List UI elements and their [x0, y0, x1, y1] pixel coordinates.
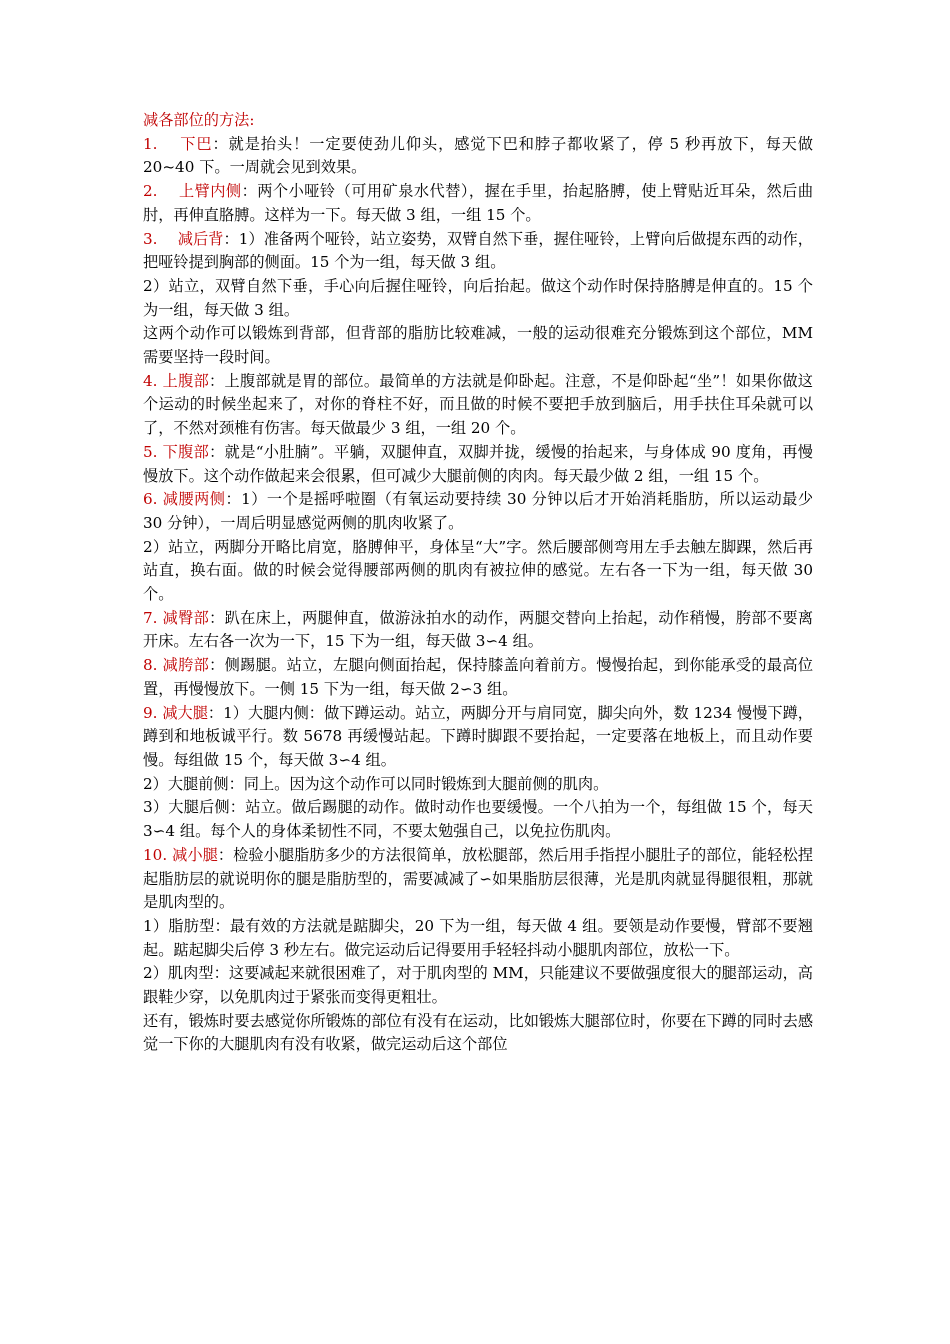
paragraph [143, 702, 813, 773]
item-heading: 减胯部 [162, 656, 210, 675]
paragraph-text: ：1）大腿内侧：做下蹲运动。站立，两脚分开与肩同宽，脚尖向外，数 1234 慢慢下蹲，蹲到和地板诚平行。数 5678 再缓慢站起。下蹲时脚跟不要抬起，一定要落在地板上，而且动作要慢。每组做 15 个，每天做 3∽4 组。 [143, 703, 813, 769]
paragraph [143, 773, 813, 797]
item-heading: 上腹部 [162, 371, 210, 390]
paragraph [143, 654, 813, 701]
paragraph [143, 441, 813, 488]
paragraph-text: 2）肌肉型：这要减起来就很困难了，对于肌肉型的 MM，只能建议不要做强度很大的腿部运动，高跟鞋少穿，以免肌肉过于紧张而变得更粗壮。 [143, 964, 813, 1007]
item-heading: 减后背 [177, 229, 224, 248]
item-number: 4. [143, 371, 163, 390]
item-number: 6. [143, 490, 163, 509]
paragraph [143, 796, 813, 843]
document-page [143, 109, 813, 1057]
item-heading: 下腹部 [162, 442, 210, 461]
item-number: 7. [143, 608, 163, 627]
paragraph-text: ：1）一个是摇呼啦圈（有氧运动要持续 30 分钟以后才开始消耗脂肪，所以运动最少 30 分钟），一周后明显感觉两侧的肌肉收紧了。 [143, 490, 814, 532]
paragraph-text: ：就是“小肚腩”。平躺，双腿伸直，双脚并拢，缓慢的抬起来，与身体成 90 度角，再慢慢放下。这个动作做起来会很累，但可减少大腿前侧的肉肉。每天最少做 2 组，一组 15 个。 [143, 442, 813, 485]
paragraph-text: 2）站立，两脚分开略比肩宽，胳膊伸平，身体呈“大”字。然后腰部侧弯用左手去触左脚踝，然后再站直，换右面。做的时候会觉得腰部两侧的肌肉有被拉伸的感觉。左右各一下为一组，每天做 30 个。 [143, 537, 813, 604]
paragraph [143, 180, 813, 227]
paragraph-text: ：趴在床上，两腿伸直，做游泳拍水的动作，两腿交替向上抬起，动作稍慢，胯部不要离开床。左右各一次为一下，15 下为一组，每天做 3∽4 组。 [143, 608, 813, 651]
paragraph-text: ：两个小哑铃（可用矿泉水代替），握在手里，抬起胳膊，使上臂贴近耳朵，然后曲肘，再伸直胳膊。这样为一下。每天做 3 组，一组 15 个。 [143, 182, 814, 224]
paragraph-text: 2）大腿前侧：同上。因为这个动作可以同时锻炼到大腿前侧的肌肉。 [143, 774, 609, 793]
item-number: 10. [143, 845, 173, 864]
document-title: 减各部位的方法: [143, 111, 255, 129]
paragraph [143, 1010, 813, 1057]
paragraph-text: ：检验小腿脂肪多少的方法很简单，放松腿部，然后用手指捏小腿肚子的部位，能轻松捏起脂肪层的就说明你的腿是脂肪型的，需要减减了∽如果脂肪层很薄，光是肌肉就显得腿很粗，那就是肌肉型的。 [143, 845, 814, 912]
paragraph-text: ：侧踢腿。站立，左腿向侧面抬起，保持膝盖向着前方。慢慢抬起，到你能承受的最高位置，再慢慢放下。一侧 15 下为一组，每天做 2∽3 组。 [143, 656, 813, 698]
paragraph-text: 1）脂肪型：最有效的方法就是踮脚尖，20 下为一组，每天做 4 组。要领是动作要慢，臂部不要翘起。踮起脚尖后停 3 秒左右。做完运动后记得要用手轻轻抖动小腿肌肉部位，放松一下。 [143, 916, 813, 959]
item-heading: 上臂内侧 [178, 182, 242, 201]
item-heading: 减臀部 [162, 608, 210, 627]
item-heading: 下巴 [180, 134, 213, 153]
paragraph-text: ：上腹部就是胃的部位。最简单的方法就是仰卧起。注意，不是仰卧起“坐”！如果你做这个运动的时候坐起来了，对你的脊柱不好，而且做的时候不要把手放到脑后，用手扶住耳朵就可以了，不然对颈椎有伤害。每天做最少 3 组，一组 20 个。 [143, 371, 813, 438]
item-number: 3. [143, 229, 178, 248]
paragraph [143, 915, 813, 962]
item-heading: 减小腿 [172, 845, 218, 864]
paragraph [143, 275, 813, 322]
item-number: 5. [143, 442, 163, 461]
paragraph-text: 2）站立，双臂自然下垂，手心向后握住哑铃，向后抬起。做这个动作时保持胳膊是伸直的。15 个为一组，每天做 3 组。 [143, 276, 813, 319]
item-heading: 减腰两侧 [162, 490, 226, 509]
item-number: 1. [143, 134, 181, 153]
paragraph [143, 607, 813, 654]
paragraph-text: 这两个动作可以锻炼到背部，但背部的脂肪比较难减，一般的运动很难充分锻炼到这个部位，MM 需要坚持一段时间。 [143, 324, 813, 367]
paragraph-text: ：1）准备两个哑铃，站立姿势，双臂自然下垂，握住哑铃，上臂向后做提东西的动作，把哑铃提到胸部的侧面。15 个为一组，每天做 3 组。 [143, 229, 813, 272]
paragraph-list [143, 133, 813, 1057]
item-heading: 减大腿 [162, 703, 208, 722]
item-number: 2. [143, 182, 179, 201]
paragraph [143, 488, 813, 535]
paragraph [143, 228, 813, 275]
paragraph-text: 3）大腿后侧：站立。做后踢腿的动作。做时动作也要缓慢。一个八拍为一个，每组做 15 个，每天 3∽4 组。每个人的身体柔韧性不同，不要太勉强自己，以免拉伤肌肉。 [143, 798, 813, 841]
paragraph [143, 536, 813, 607]
paragraph [143, 322, 813, 369]
paragraph [143, 962, 813, 1009]
paragraph [143, 370, 813, 441]
paragraph [143, 844, 813, 915]
paragraph [143, 133, 813, 180]
paragraph-text: 还有，锻炼时要去感觉你所锻炼的部位有没有在运动，比如锻炼大腿部位时，你要在下蹲的同时去感觉一下你的大腿肌肉有没有收紧，做完运动后这个部位 [143, 1011, 813, 1054]
item-number: 9. [143, 703, 163, 722]
paragraph-text: ：就是抬头！一定要使劲儿仰头，感觉下巴和脖子都收紧了，停 5 秒再放下，每天做 20~40 下。一周就会见到效果。 [143, 134, 813, 177]
item-number: 8. [143, 656, 163, 675]
